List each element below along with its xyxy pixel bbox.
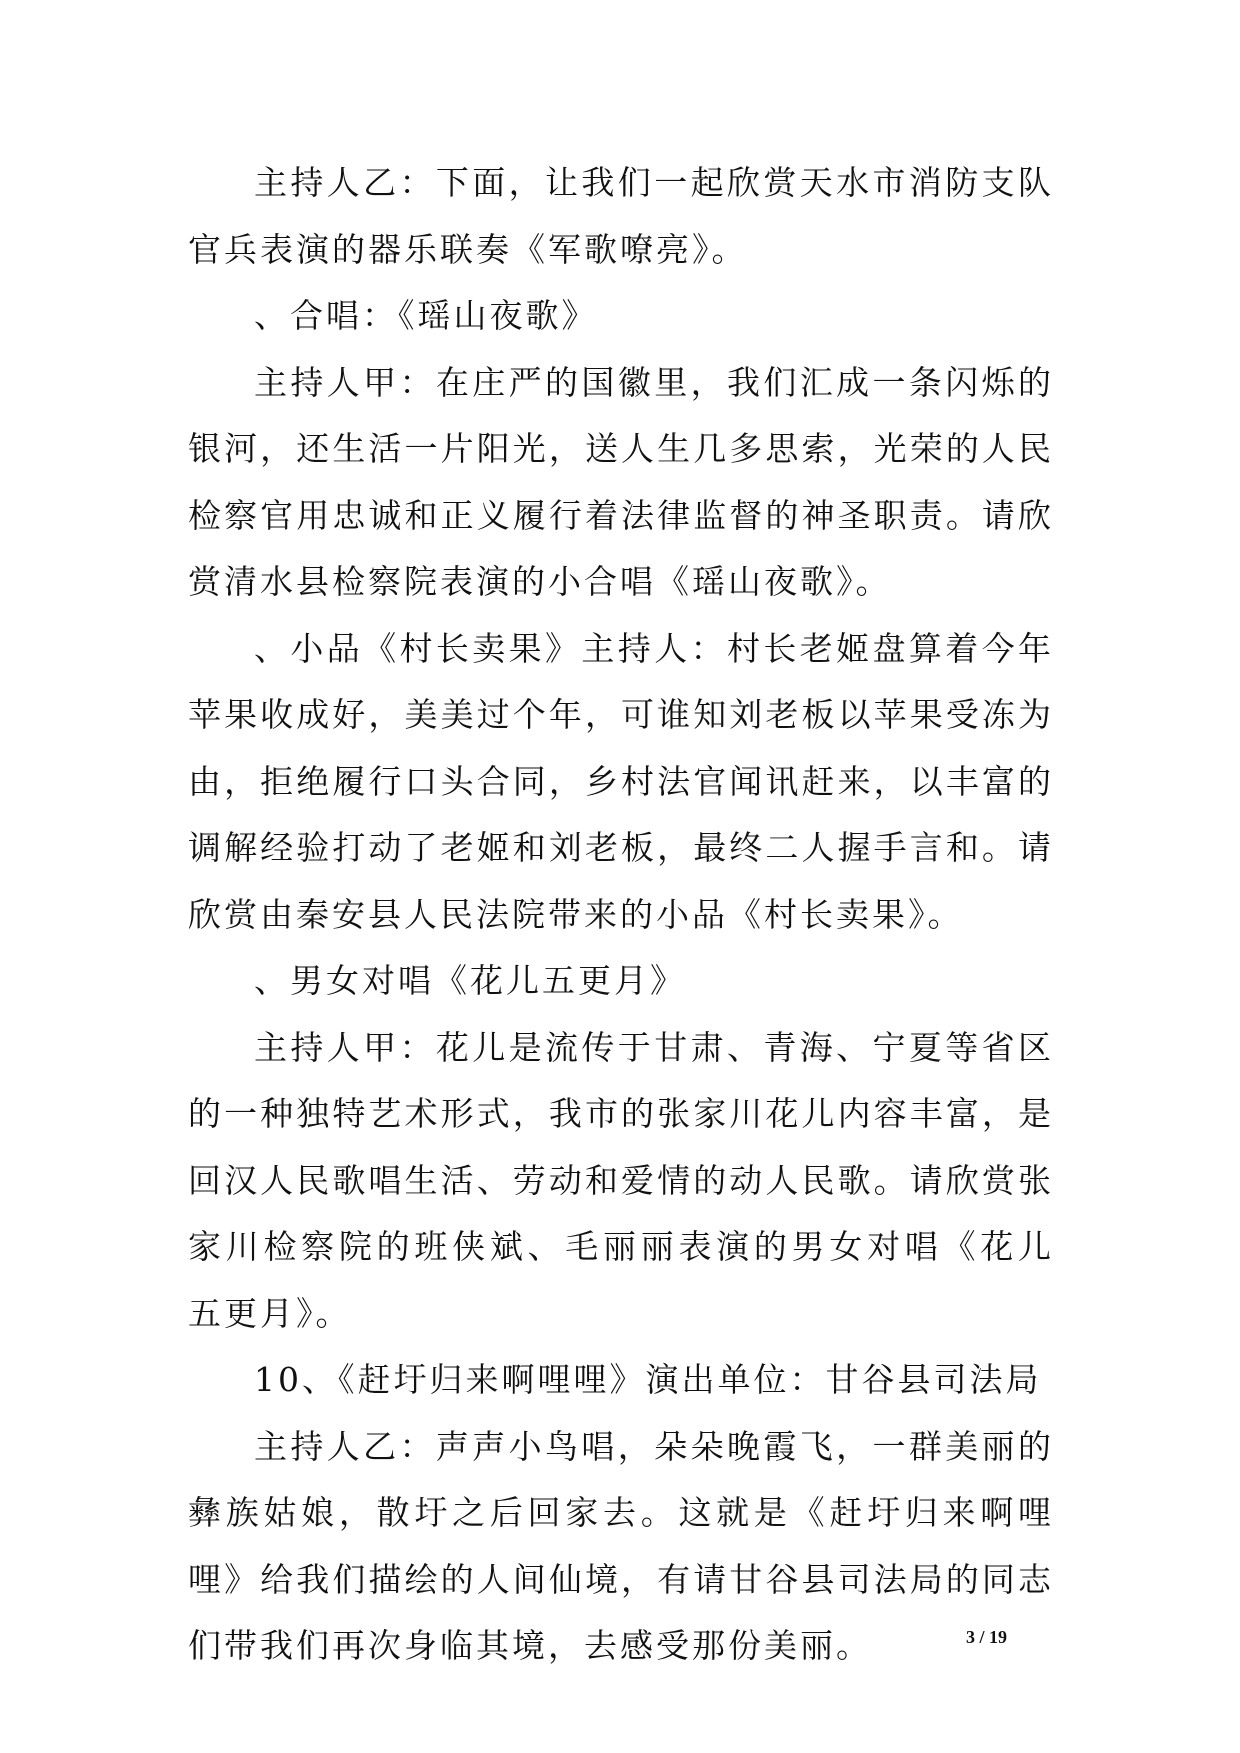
program-item-heading: 10、《赶圩归来啊哩哩》演出单位：甘谷县司法局 (254, 1360, 1042, 1399)
host-paragraph: 主持人乙：下面，让我们一起欣赏天水市消防支队官兵表演的器乐联奏《军歌嘹亮》。 (188, 163, 1054, 269)
program-item-heading: 、合唱：《瑶山夜歌》 (254, 296, 598, 335)
host-paragraph: 主持人甲：在庄严的国徽里，我们汇成一条闪烁的银河，还生活一片阳光，送人生几多思索，光荣的人民检察官用忠诚和正义履行着法律监督的神圣职责。请欣赏清水县检察院表演的小合唱《瑶山夜歌》。 (188, 362, 1054, 601)
page-content (188, 150, 1054, 1680)
program-item-paragraph: 、小品《村长卖果》主持人：村长老姬盘算着今年苹果收成好，美美过个年，可谁知刘老板以苹果受冻为由，拒绝履行口头合同，乡村法官闻讯赶来，以丰富的调解经验打动了老姬和刘老板，最终二人握手言和。请欣赏由秦安县人民法院带来的小品《村长卖果》。 (188, 628, 1054, 934)
host-paragraph: 主持人甲：花儿是流传于甘肃、青海、宁夏等省区的一种独特艺术形式，我市的张家川花儿内容丰富，是回汉人民歌唱生活、劳动和爱情的动人民歌。请欣赏张家川检察院的班侠斌、毛丽丽表演的男女对唱《花儿 五更月》。 (188, 1027, 1054, 1333)
program-item-heading: 、男女对唱《花儿五更月》 (254, 961, 686, 1000)
host-paragraph: 主持人乙：声声小鸟唱，朵朵晚霞飞，一群美丽的彝族姑娘，散圩之后回家去。这就是《赶圩归来啊哩哩》给我们描绘的人间仙境，有请甘谷县司法局的同志们带我们再次身临其境，去感受那份美丽。 (188, 1426, 1054, 1665)
page-number: 3 / 19 (966, 1627, 1008, 1647)
